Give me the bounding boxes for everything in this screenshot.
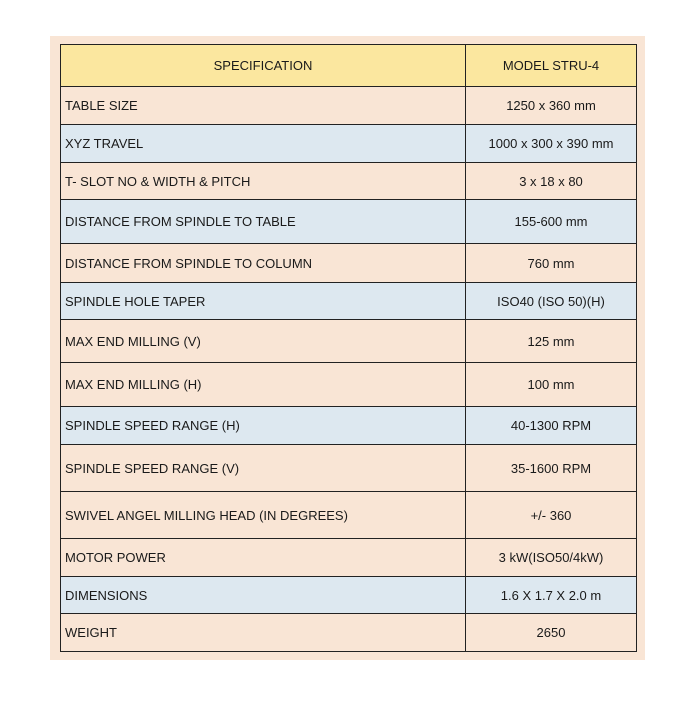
spec-label: MAX END MILLING (V) <box>61 320 466 363</box>
table-row <box>61 445 637 492</box>
spec-value: 3 x 18 x 80 <box>466 163 637 200</box>
table-row <box>61 200 637 244</box>
spec-label: MOTOR POWER <box>61 539 466 577</box>
spec-value: 1.6 X 1.7 X 2.0 m <box>466 577 637 614</box>
spec-label: DISTANCE FROM SPINDLE TO TABLE <box>61 200 466 244</box>
header-specification: SPECIFICATION <box>61 45 466 87</box>
table-row <box>61 125 637 163</box>
spec-value: ISO40 (ISO 50)(H) <box>466 283 637 320</box>
spec-value: 125 mm <box>466 320 637 363</box>
spec-label: SPINDLE HOLE TAPER <box>61 283 466 320</box>
spec-label: SPINDLE SPEED RANGE (V) <box>61 445 466 492</box>
spec-value: +/- 360 <box>466 492 637 539</box>
spec-label: XYZ TRAVEL <box>61 125 466 163</box>
table-row <box>61 492 637 539</box>
spec-label: TABLE SIZE <box>61 87 466 125</box>
table-header-row <box>61 45 637 87</box>
table-row <box>61 320 637 363</box>
spec-label: SWIVEL ANGEL MILLING HEAD (IN DEGREES) <box>61 492 466 539</box>
spec-value: 760 mm <box>466 244 637 283</box>
spec-label: SPINDLE SPEED RANGE (H) <box>61 407 466 445</box>
spec-label: WEIGHT <box>61 614 466 652</box>
spec-value: 155-600 mm <box>466 200 637 244</box>
spec-label: DIMENSIONS <box>61 577 466 614</box>
spec-value: 40-1300 RPM <box>466 407 637 445</box>
spec-label: T- SLOT NO & WIDTH & PITCH <box>61 163 466 200</box>
spec-value: 1250 x 360 mm <box>466 87 637 125</box>
table-row <box>61 577 637 614</box>
table-row <box>61 283 637 320</box>
spec-value: 35-1600 RPM <box>466 445 637 492</box>
spec-label: MAX END MILLING (H) <box>61 363 466 407</box>
spec-value: 100 mm <box>466 363 637 407</box>
spec-value: 3 kW(ISO50/4kW) <box>466 539 637 577</box>
table-row <box>61 244 637 283</box>
specification-table <box>60 44 637 652</box>
spec-value: 2650 <box>466 614 637 652</box>
header-model: MODEL STRU-4 <box>466 45 637 87</box>
spec-label: DISTANCE FROM SPINDLE TO COLUMN <box>61 244 466 283</box>
table-row <box>61 87 637 125</box>
table-row <box>61 363 637 407</box>
spec-value: 1000 x 300 x 390 mm <box>466 125 637 163</box>
table-row <box>61 163 637 200</box>
table-row <box>61 614 637 652</box>
table-row <box>61 407 637 445</box>
table-row <box>61 539 637 577</box>
